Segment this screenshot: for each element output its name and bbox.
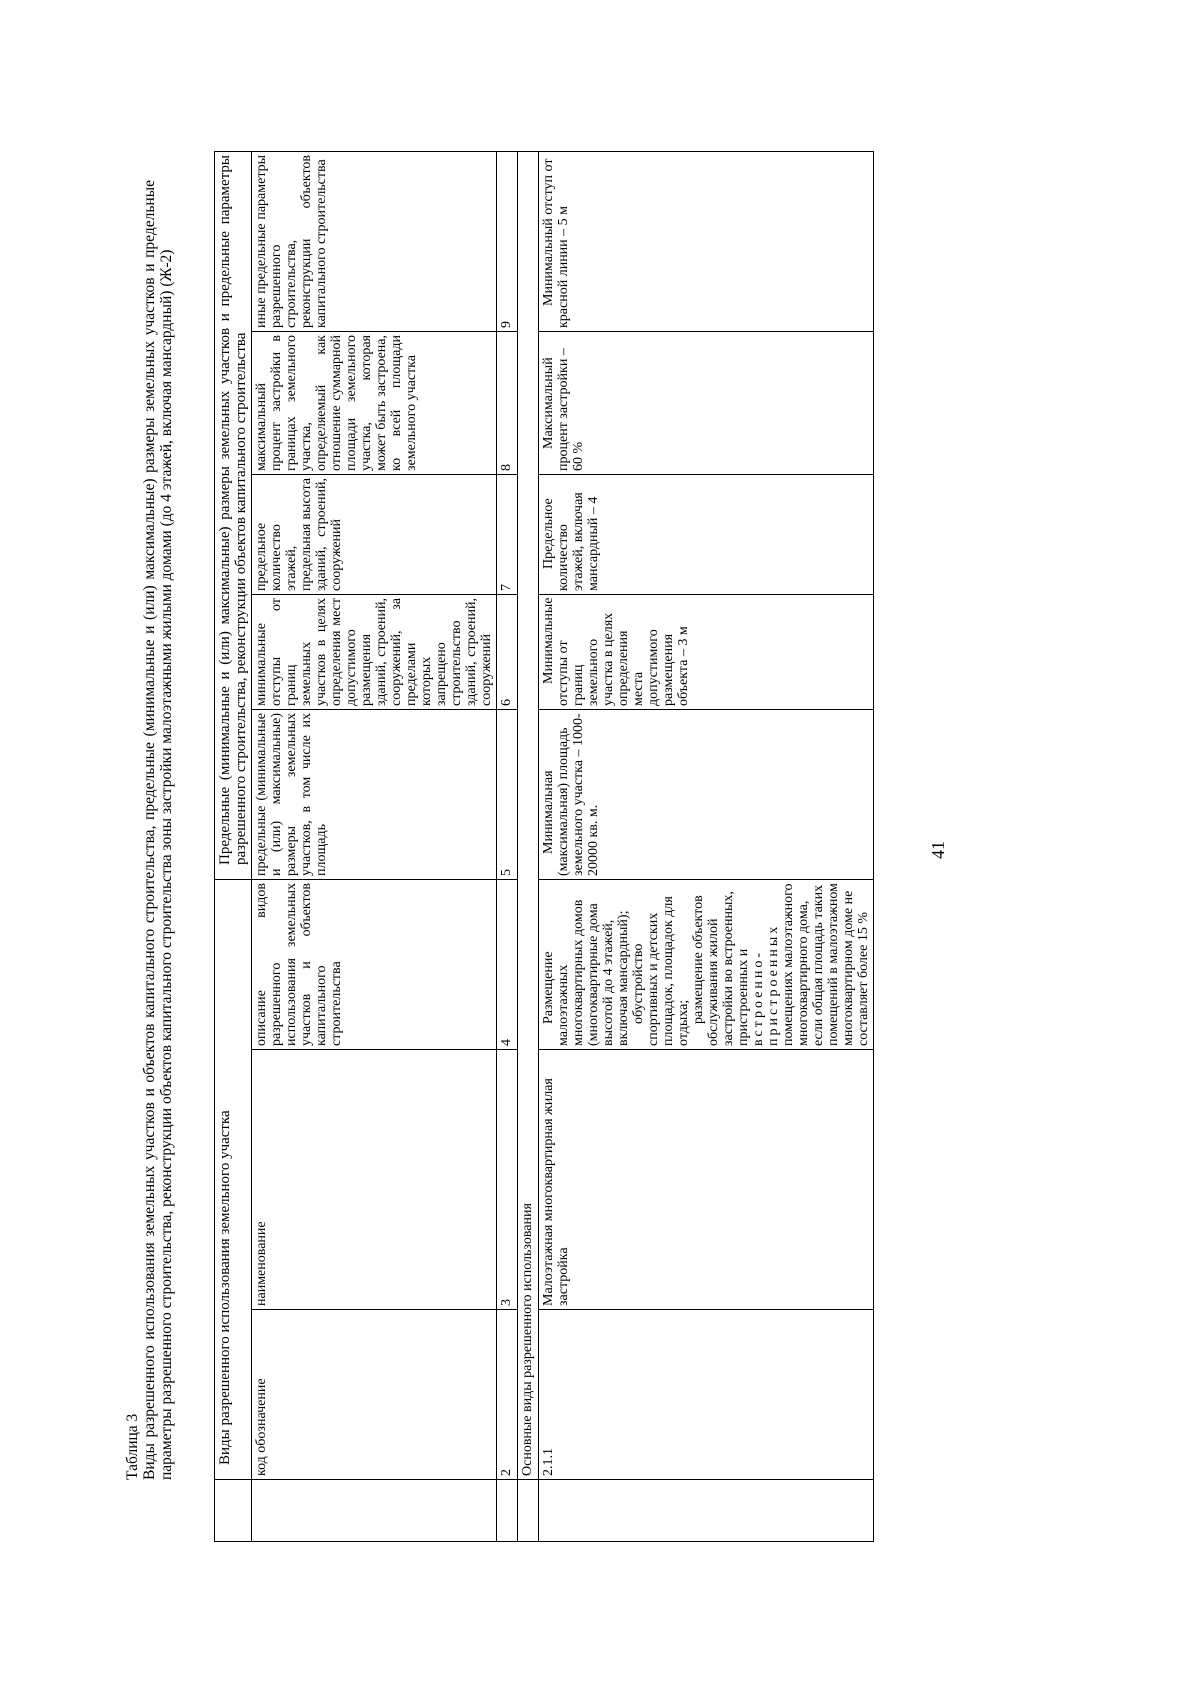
column-number: 5: [497, 710, 518, 880]
row-coverage: Максимальный процент застройки – 60 %: [539, 332, 874, 475]
row-floors: Предельное количество этажей, включая мансардный – 4: [539, 475, 874, 595]
page-number: 41: [928, 841, 948, 859]
section-row: [518, 151, 539, 1541]
header-col-setback: минимальные отступы от границ земельных участков в целях определения мест допустимого размещения зданий, строений, сооружений, за пределами которых запрещено строительство зданий, строений, сооружений: [252, 595, 497, 710]
row-description-part: встроенно-пристроенных: [751, 923, 781, 1046]
column-number: 4: [497, 880, 518, 1050]
table-title: Виды разрешенного использования земельных участков и объектов капитального строительства, предельные (минимальные и (или) максимальные) размеры земельных участков и предельные параметры разрешенного строительства, реконструкции объектов капитального строительства зоны застройки малоэтажными жилыми домами (до 4 этажей, включая мансардный) (Ж-2): [141, 180, 175, 1480]
column-number: 7: [497, 475, 518, 595]
land-use-table: [214, 151, 874, 1542]
header-group-params: Предельные (минимальные и (или) максимальные) размеры земельных участков и предельные параметры разрешенного строительства, реконструкции объектов капитального строительства: [215, 151, 252, 879]
row-setback: Минимальные отступы от границ земельного участка в целях определения места допустимого размещения объекта – 3 м: [539, 595, 874, 710]
row-description-part: помещениях малоэтажного многоквартирного дома, если общая площадь таких помещений в малоэтажном многоквартирном доме не составляет более 15 %: [781, 883, 871, 1046]
section-title: Основные виды разрешенного использования: [518, 151, 539, 1479]
row-name: Малоэтажная многоквартирная жилая застройка: [539, 1050, 874, 1310]
row-code: 2.1.1: [539, 1310, 874, 1480]
header-col-coverage: максимальный процент застройки в границах земельного участка, определяемый как отношение суммарной площади земельного участка, которая может быть застроена, ко всей площади земельного участка: [252, 332, 497, 475]
header-group-row: [215, 151, 252, 1541]
row-other: Минимальный отступ от красной линии – 5 м: [539, 151, 874, 331]
header-col-plot-size: предельные (минимальные и (или) максимальные) размеры земельных участков, в том числе их площадь: [252, 710, 497, 880]
column-number: 6: [497, 595, 518, 710]
row-plot-size: Минимальная (максимальная) площадь земельного участка – 1000-20000 кв. м.: [539, 710, 874, 880]
column-number: 8: [497, 332, 518, 475]
column-number: 2: [497, 1310, 518, 1480]
table-caption: [124, 180, 175, 1480]
column-number: 9: [497, 151, 518, 331]
row-description-part: обустройство спортивных и детских площадок, площадок для отдыха;: [631, 896, 691, 1046]
header-col-floors: предельное количество этажей, предельная высота зданий, строений, сооружений: [252, 475, 497, 595]
row-description-part: размещение объектов обслуживания жилой застройки во встроенных, пристроенных и: [691, 891, 751, 1046]
header-col-code: код обозначение: [252, 1310, 497, 1480]
header-col-name: наименование: [252, 1050, 497, 1310]
header-col-other: иные предельные параметры разрешенного строительства, реконструкции объектов капитального строительства: [252, 151, 497, 331]
header-group-uses: Виды разрешенного использования земельного участка: [215, 880, 252, 1480]
column-number: 3: [497, 1050, 518, 1310]
rotated-document-sheet: [120, 100, 1080, 1600]
header-sub-row: [252, 151, 497, 1541]
row-description: [539, 880, 874, 1050]
table-label: Таблица 3: [124, 1413, 141, 1480]
row-description-part: Размещение малоэтажных многоквартирных домов (многоквартирные дома высотой до 4 этажей, включая мансардный);: [541, 899, 631, 1046]
column-number-row: [497, 151, 518, 1541]
table-row: [539, 151, 874, 1541]
header-col-description: описание видов разрешенного использования земельных участков и объектов капитального строительства: [252, 880, 497, 1050]
